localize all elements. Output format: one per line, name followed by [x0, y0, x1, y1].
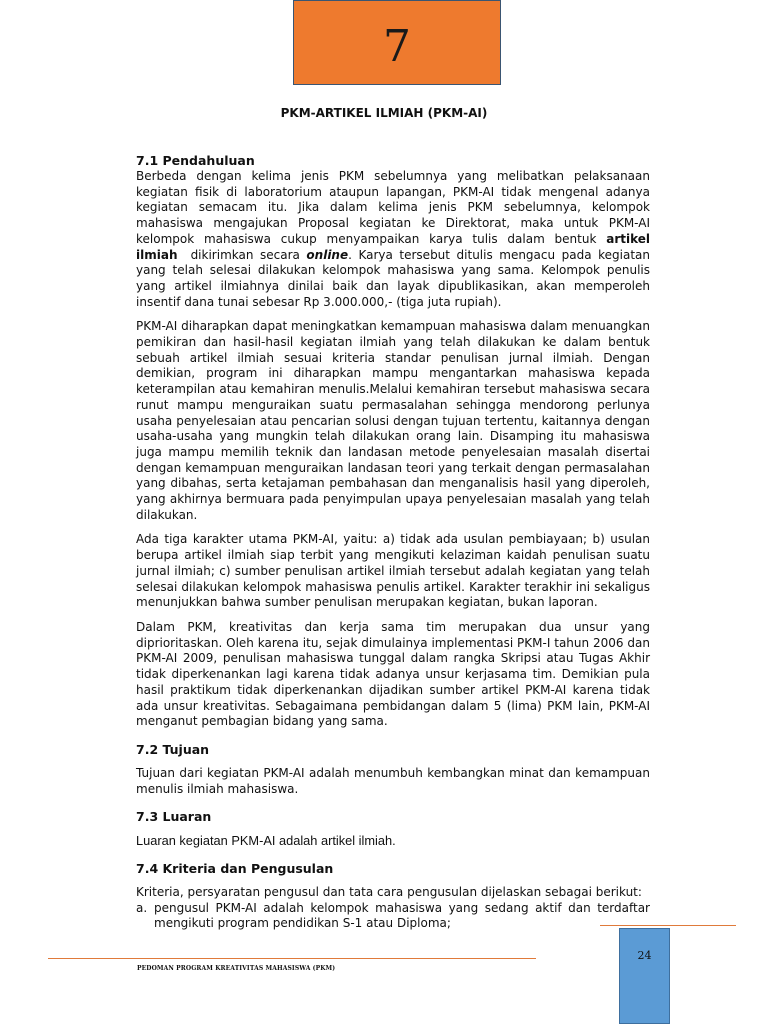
section-heading-pendahuluan: 7.1 Pendahuluan: [136, 153, 255, 168]
section-luaran: [136, 809, 650, 849]
list-item: [136, 901, 650, 932]
paragraph-2: PKM-AI diharapkan dapat meningkatkan kemampuan mahasiswa dalam menuangkan pemikiran dan hasil-hasil kegiatan ilmiah yang telah dilakukan ke dalam bentuk sebuah artikel ilmiah sesuai kriteria standar penulisan jurnal ilmiah. Dengan demikian, program ini diharapkan mampu mengantarkan mahasiswa kepada keterampilan atau kemahiran menulis.Melalui kemahiran tersebut mahasiswa secara runut mampu menguraikan suatu permasalahan sehingga mendorong perlunya usaha penyelesaian atau pencarian solusi dengan tujuan tertentu, kaitannya dengan usaha-usaha yang mungkin telah dilakukan orang lain. Disamping itu mahasiswa juga mampu memilih teknik dan landasan metode penyelesaian masalah disertai dengan kemampuan menguraikan landasan teori yang terkait dengan permasalahan yang dibahas, serta ketajaman pembahasan dan menganalisis hasil yang diperoleh, yang akhirnya bermuara pada penyimpulan upaya penyelesaian masalah yang telah dilakukan.: [136, 319, 650, 522]
section-heading-kriteria: 7.4 Kriteria dan Pengusulan: [136, 861, 334, 877]
luaran-text: Luaran kegiatan PKM-AI adalah artikel ilmiah.: [136, 833, 396, 849]
section-heading-luaran: 7.3 Luaran: [136, 809, 212, 825]
tujuan-text: Tujuan dari kegiatan PKM-AI adalah menumbuh kembangkan minat dan kemampuan menulis ilmiah mahasiswa.: [136, 765, 650, 796]
page-number: 24: [637, 949, 652, 962]
list-marker: a.: [136, 900, 148, 915]
chapter-number-box: [293, 0, 501, 85]
paragraph-1: [136, 169, 650, 310]
paragraph-1-middle: dikirimkan secara: [190, 247, 300, 262]
paragraph-3: Ada tiga karakter utama PKM-AI, yaitu: a) tidak ada usulan pembiayaan; b) usulan berupa artikel ilmiah siap terbit yang mengikuti kelaziman kaidah penulisan suatu jurnal ilmiah; c) sumber penulisan artikel ilmiah tersebut adalah kegiatan yang telah selesai dilakukan kelompok mahasiswa penulis artikel. Karakter terakhir ini sekaligus menunjukkan bahwa sumber penulisan merupakan kegiatan, bukan laporan.: [136, 532, 650, 610]
bold-term-artikel-ilmiah: artikel ilmiah: [136, 231, 650, 262]
section-tujuan: [136, 742, 650, 797]
section-pendahuluan: [136, 153, 650, 730]
paragraph-4: Dalam PKM, kreativitas dan kerja sama tim merupakan dua unsur yang diprioritaskan. Oleh karena itu, sejak dimulainya implementasi PKM-I tahun 2006 dan PKM-AI 2009, penulisan mahasiswa tunggal dalam rangka Skripsi atau Tugas Akhir tidak diperkenankan lagi karena tidak adanya unsur kerjasama tim. Demikian pula hasil praktikum tidak diperkenankan dijadikan sumber artikel PKM-AI karena tidak ada unsur kreativitas. Sebagaimana pembidangan dalam 5 (lima) PKM lain, PKM-AI menganut pembagian bidang yang sama.: [136, 619, 650, 729]
footer-rule: [48, 958, 536, 959]
paragraph-1-end: . Karya tersebut ditulis mengacu pada kegiatan yang telah selesai dilakukan kelompok mahasiswa yang sama. Kelompok penulis yang artikel ilmiahnya dinilai baik dan layak dipublikasikan, akan memperoleh insentif dana tunai sebesar Rp 3.000.000,- (tiga juta rupiah).: [136, 247, 650, 309]
document-body: [136, 150, 650, 932]
chapter-number: 7: [383, 21, 411, 72]
page-title: PKM-ARTIKEL ILMIAH (PKM-AI): [280, 106, 488, 120]
page-number-box: [619, 928, 670, 1024]
footer-rule-right: [600, 925, 736, 926]
footer-text: PEDOMAN PROGRAM KREATIVITAS MAHASISWA (PKM): [137, 965, 336, 972]
kriteria-intro: Kriteria, persyaratan pengusul dan tata cara pengusulan dijelaskan sebagai berikut:: [136, 885, 642, 900]
section-kriteria: [136, 861, 650, 932]
section-heading-tujuan: 7.2 Tujuan: [136, 741, 210, 757]
list-item-text: pengusul PKM-AI adalah kelompok mahasiswa yang sedang aktif dan terdaftar mengikuti program pendidikan S-1 atau Diploma;: [154, 900, 650, 931]
italic-term-online: online: [306, 247, 349, 262]
paragraph-1-text: Berbeda dengan kelima jenis PKM sebelumnya yang melibatkan pelaksanaan kegiatan fisik di laboratorium ataupun lapangan, PKM-AI tidak mengenal adanya kegiatan semacam itu. Jika dalam kelima jenis PKM sebelumnya, kelompok mahasiswa mengajukan Proposal kegiatan ke Direktorat, maka untuk PKM-AI kelompok mahasiswa cukup menyampaikan karya tulis dalam bentuk: [136, 169, 650, 246]
